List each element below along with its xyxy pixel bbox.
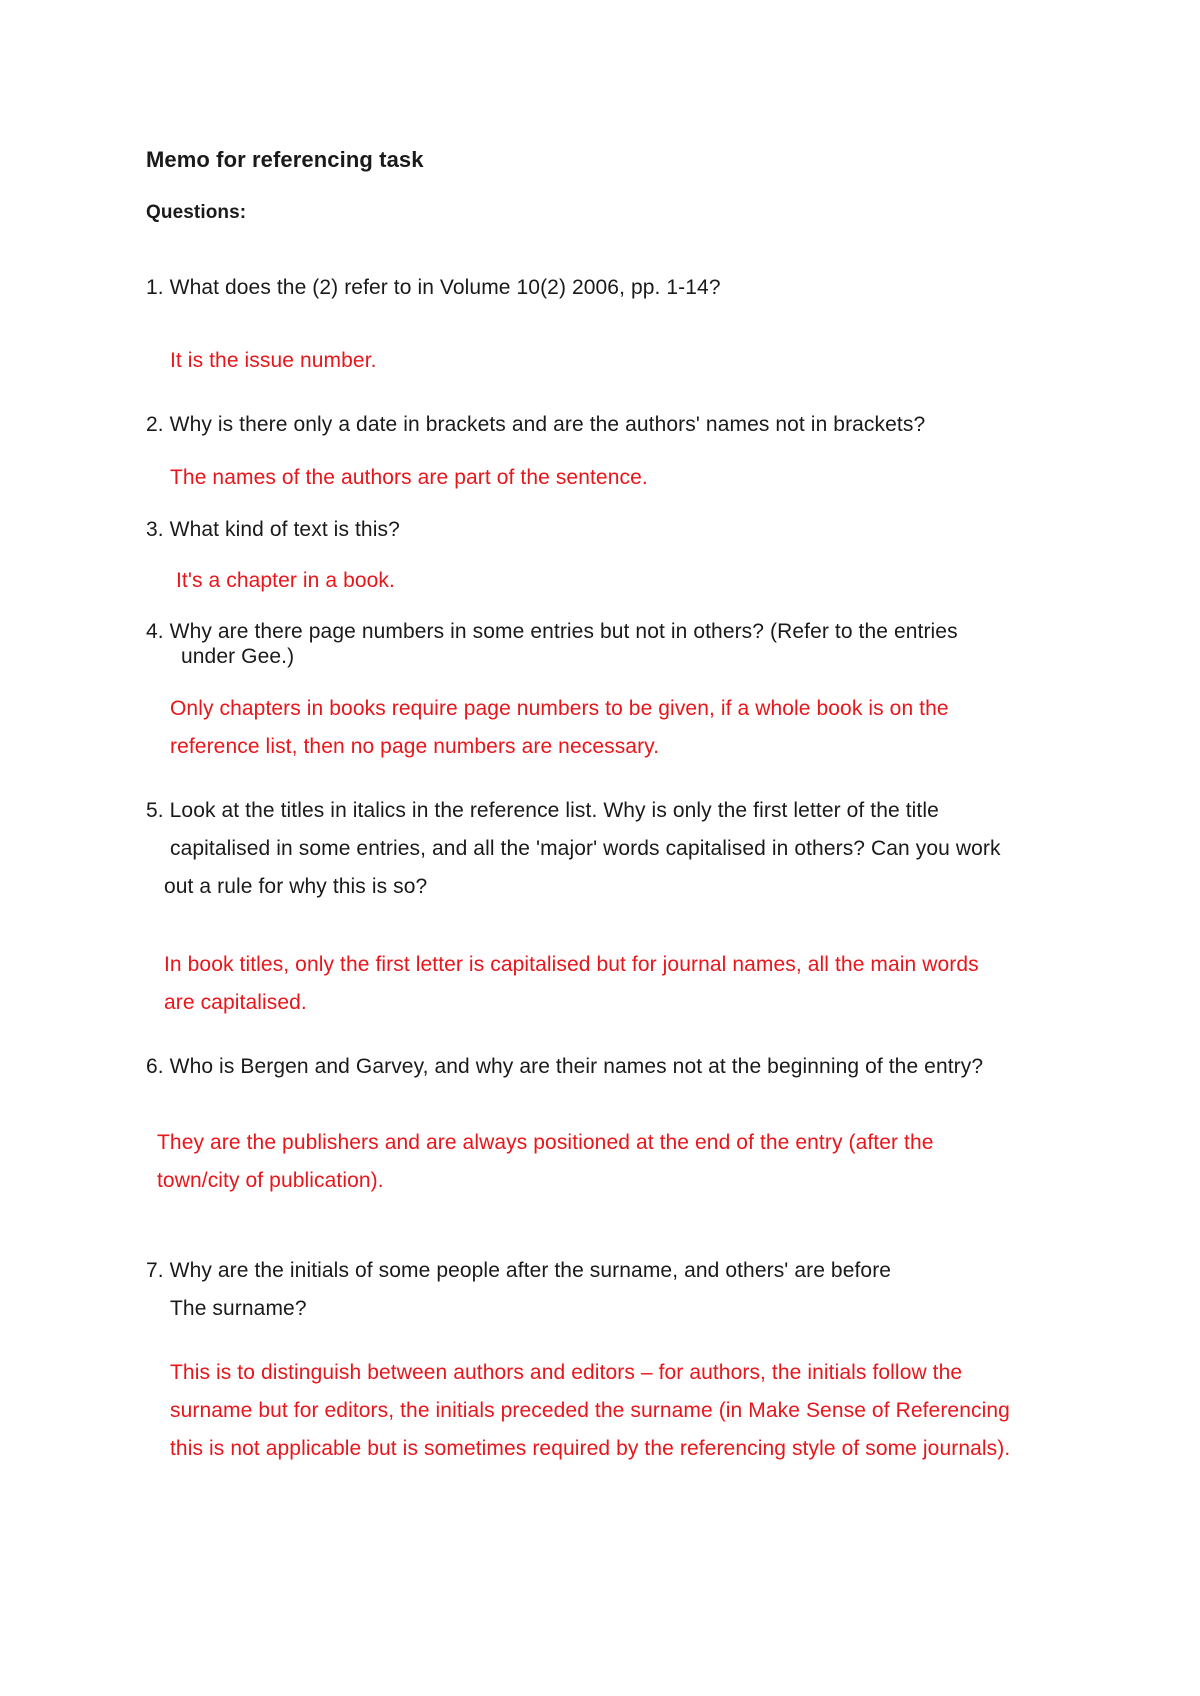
question-7-line-1: 7. Why are the initials of some people after the surname, and others' are before bbox=[146, 1259, 892, 1282]
page-title: Memo for referencing task bbox=[146, 147, 424, 172]
answer-7-line-3: this is not applicable but is sometimes required by the referencing style of some journals). bbox=[170, 1437, 1011, 1460]
answer-6-line-2: town/city of publication). bbox=[157, 1169, 384, 1192]
question-1: 1. What does the (2) refer to in Volume 10(2) 2006, pp. 1-14? bbox=[146, 276, 721, 299]
answer-4-line-1: Only chapters in books require page numbers to be given, if a whole book is on the bbox=[170, 697, 949, 720]
questions-heading: Questions: bbox=[146, 202, 247, 223]
answer-3: It's a chapter in a book. bbox=[176, 569, 395, 592]
answer-5-line-1: In book titles, only the first letter is capitalised but for journal names, all the main words bbox=[164, 953, 979, 976]
answer-1: It is the issue number. bbox=[170, 349, 377, 372]
answer-7-line-2: surname but for editors, the initials preceded the surname (in Make Sense of Referencing bbox=[170, 1399, 1010, 1422]
question-3: 3. What kind of text is this? bbox=[146, 518, 400, 541]
question-7-line-2: The surname? bbox=[170, 1297, 307, 1320]
answer-4-line-2: reference list, then no page numbers are necessary. bbox=[170, 735, 660, 758]
answer-6-line-1: They are the publishers and are always positioned at the end of the entry (after the bbox=[157, 1131, 934, 1154]
answer-7-line-1: This is to distinguish between authors and editors – for authors, the initials follow the bbox=[170, 1361, 963, 1384]
question-5-line-1: 5. Look at the titles in italics in the reference list. Why is only the first letter of the title bbox=[146, 799, 939, 822]
question-5-line-3: out a rule for why this is so? bbox=[164, 875, 428, 898]
answer-5-line-2: are capitalised. bbox=[164, 991, 307, 1014]
question-4-line-2: under Gee.) bbox=[181, 645, 295, 668]
question-4-line-1: 4. Why are there page numbers in some entries but not in others? (Refer to the entries bbox=[146, 620, 958, 643]
answer-2: The names of the authors are part of the sentence. bbox=[170, 466, 648, 489]
question-6: 6. Who is Bergen and Garvey, and why are their names not at the beginning of the entry? bbox=[146, 1055, 984, 1078]
question-2: 2. Why is there only a date in brackets and are the authors' names not in brackets? bbox=[146, 413, 926, 436]
question-5-line-2: capitalised in some entries, and all the 'major' words capitalised in others? Can you work bbox=[170, 837, 1001, 860]
